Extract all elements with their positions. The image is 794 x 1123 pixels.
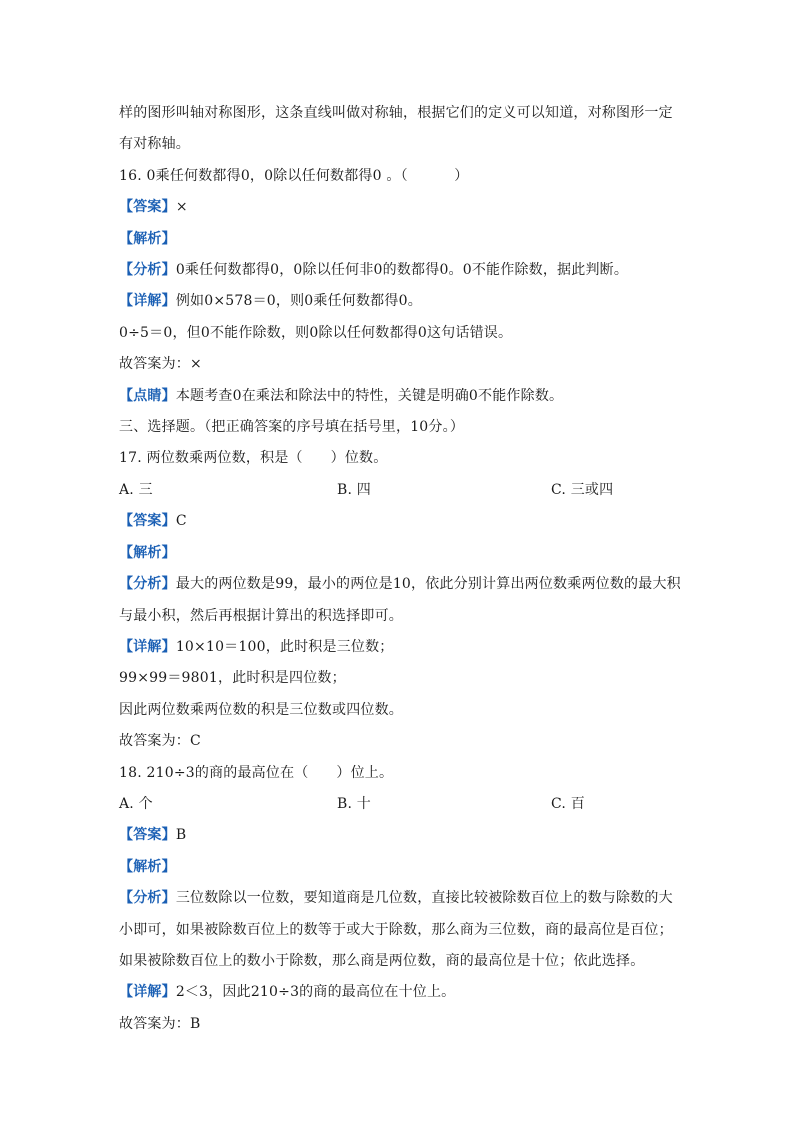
intro-line-2: 有对称轴。 <box>119 136 190 153</box>
answer-tag: 【答案】 <box>119 827 176 844</box>
answer-value: B <box>175 827 187 844</box>
q18-detail: 【详解】2＜3，因此210÷3的商的最高位在十位上。 <box>119 984 456 1001</box>
q18-options <box>119 789 679 820</box>
intro-line-1: 样的图形叫轴对称图形，这条直线叫做对称轴，根据它们的定义可以知道，对称图形一定 <box>119 105 673 121</box>
detail-tag: 【详解】 <box>119 638 176 655</box>
q16-fenxi: 【分析】0乘任何数都得0，0除以任何非0的数都得0。0不能作除数，据此判断。 <box>119 262 629 279</box>
q16-dianjing: 【点睛】本题考查0在乘法和除法中的特性，关键是明确0不能作除数。 <box>119 387 564 404</box>
analysis-tag: 【解析】 <box>119 858 176 875</box>
q16-answer <box>119 192 679 223</box>
detail-tag: 【详解】 <box>119 984 176 1001</box>
option-a: A. 个 <box>119 795 153 812</box>
answer-value: C <box>175 513 187 530</box>
q17-options <box>119 475 679 506</box>
fenxi-tag: 【分析】 <box>119 262 176 279</box>
q16-detail: 【详解】例如0×578＝0，则0乘任何数都得0。 <box>119 293 422 310</box>
q18-answer <box>119 820 679 851</box>
dianjing-tag: 【点睛】 <box>119 387 176 404</box>
q18-analysis-heading <box>119 852 679 883</box>
answer-tag: 【答案】 <box>119 513 176 530</box>
q16-analysis-heading <box>119 224 679 255</box>
q17-answer <box>119 506 679 537</box>
question-16: 16. 0乘任何数都得0，0除以任何数都得0 。（ ） <box>119 167 469 184</box>
option-c: C. 三或四 <box>551 481 614 498</box>
q18-fenxi: 【分析】三位数除以一位数，要知道商是几位数，直接比较被除数百位上的数与除数的大 <box>119 890 673 907</box>
answer-value: × <box>175 199 188 216</box>
q17-fenxi: 【分析】最大的两位数是99，最小的两位是10，依此分别计算出两位数乘两位数的最大积 <box>119 576 681 593</box>
question-18: 18. 210÷3的商的最高位在（ ）位上。 <box>119 764 394 781</box>
q18-fenxi-3: 如果被除数百位上的数小于除数，那么商是两位数，商的最高位是十位；依此选择。 <box>119 952 645 969</box>
section-3-heading: 三、选择题。（把正确答案的序号填在括号里，10分。） <box>119 419 465 436</box>
q17-detail-2: 99×99＝9801，此时积是四位数； <box>119 670 346 687</box>
option-c: C. 百 <box>551 795 585 812</box>
q17-final-answer: 故答案为：C <box>119 733 201 750</box>
analysis-tag: 【解析】 <box>119 544 176 561</box>
fenxi-tag: 【分析】 <box>119 890 176 907</box>
page-content <box>119 98 679 1040</box>
q17-detail-3: 因此两位数乘两位数的积是三位数或四位数。 <box>119 701 403 718</box>
q17-fenxi-2: 与最小积，然后再根据计算出的积选择即可。 <box>119 607 403 624</box>
q17-analysis-heading <box>119 538 679 569</box>
q17-detail: 【详解】10×10＝100，此时积是三位数； <box>119 638 394 655</box>
fenxi-tag: 【分析】 <box>119 576 176 593</box>
question-17: 17. 两位数乘两位数，积是（ ）位数。 <box>119 450 388 467</box>
q18-fenxi-2: 小即可，如果被除数百位上的数等于或大于除数，那么商为三位数，商的最高位是百位； <box>119 921 673 938</box>
option-a: A. 三 <box>119 481 153 498</box>
option-b: B. 四 <box>337 481 371 498</box>
q16-detail-2: 0÷5＝0，但0不能作除数，则0除以任何数都得0这句话错误。 <box>119 324 513 341</box>
q18-final-answer: 故答案为：B <box>119 1015 201 1032</box>
analysis-tag: 【解析】 <box>119 230 176 247</box>
answer-tag: 【答案】 <box>119 199 176 216</box>
detail-tag: 【详解】 <box>119 293 176 310</box>
option-b: B. 十 <box>337 795 371 812</box>
q16-final-answer: 故答案为：× <box>119 356 202 373</box>
